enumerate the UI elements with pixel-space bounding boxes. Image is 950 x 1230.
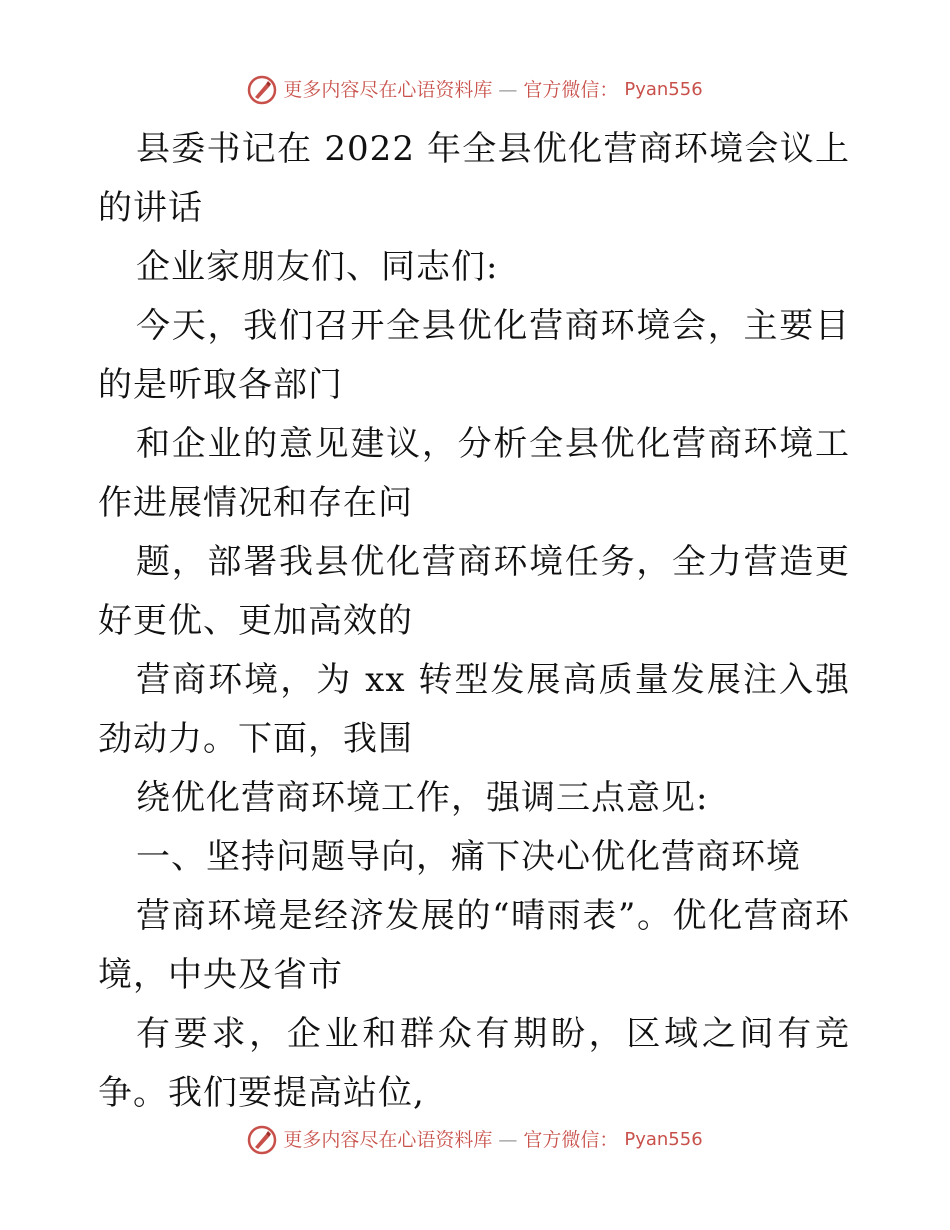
document-title: 县委书记在 2022 年全县优化营商环境会议上的讲话 (98, 129, 850, 228)
paragraph: 营商环境是经济发展的“晴雨表”。优化营商环境，中央及省市 (98, 896, 850, 995)
pen-circle-logo-icon (247, 1125, 277, 1155)
paragraph: 和企业的意见建议，分析全县优化营商环境工作进展情况和存在问 (98, 424, 850, 523)
paragraph: 有要求，企业和群众有期盼，区域之间有竞争。我们要提高站位, (98, 1014, 850, 1113)
watermark-official-text: 官方微信： (523, 1129, 619, 1151)
paragraph: 营商环境，为 xx 转型发展高质量发展注入强劲动力。下面，我围 (98, 660, 850, 759)
watermark-dash: — (498, 1129, 518, 1151)
watermark-wechat-id: Pyan556 (624, 79, 703, 100)
watermark-site-text: 更多内容尽在心语资料库 (283, 1129, 493, 1151)
pen-circle-logo-icon (247, 75, 277, 105)
document-body (98, 120, 850, 1123)
watermark-official-text: 官方微信： (523, 79, 619, 101)
header-watermark (0, 75, 950, 105)
paragraph: 今天，我们召开全县优化营商环境会，主要目的是听取各部门 (98, 306, 850, 405)
paragraph: 题，部署我县优化营商环境任务，全力营造更好更优、更加高效的 (98, 542, 850, 641)
salutation: 企业家朋友们、同志们: (136, 247, 499, 287)
section-heading: 一、坚持问题导向，痛下决心优化营商环境 (136, 837, 801, 877)
watermark-wechat-id: Pyan556 (624, 1129, 703, 1150)
footer-watermark (0, 1125, 950, 1155)
paragraph: 绕优化营商环境工作，强调三点意见: (136, 778, 709, 818)
watermark-dash: — (498, 79, 518, 101)
watermark-site-text: 更多内容尽在心语资料库 (283, 79, 493, 101)
